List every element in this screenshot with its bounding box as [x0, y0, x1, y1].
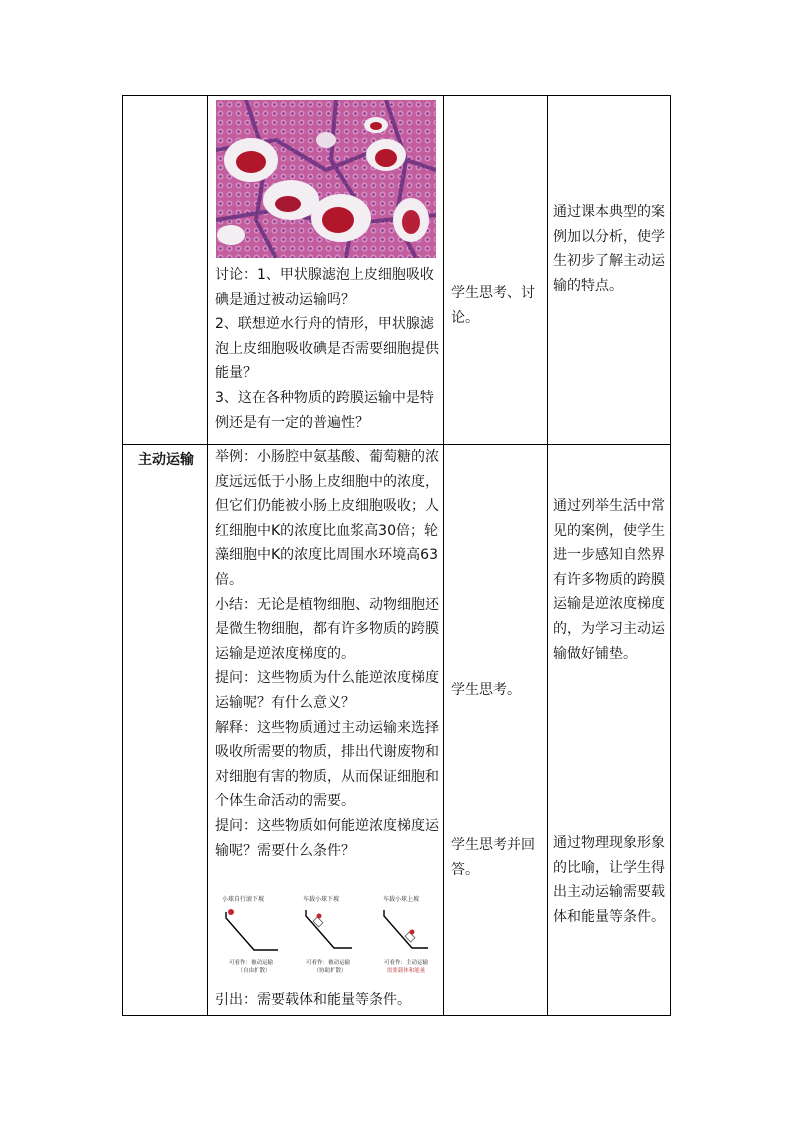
- panel-caption: 可看作：主动运输: [383, 960, 429, 966]
- student-activity: 学生思考并回答。: [451, 837, 535, 878]
- slope-analogy-figure: [216, 892, 436, 982]
- student-activity: 学生思考。: [451, 682, 521, 698]
- figure-panel-active-transport: [383, 895, 429, 974]
- section-heading: 主动运输: [138, 452, 194, 468]
- panel-title: 车载小球上坡: [382, 896, 420, 903]
- column-divider: [547, 96, 548, 1015]
- column-divider: [443, 96, 444, 1015]
- ball-icon: [410, 930, 415, 935]
- panel-caption: 可看作：被动运输: [228, 960, 274, 966]
- figure-panel-free-diffusion: [222, 895, 278, 974]
- column-divider: [207, 96, 208, 1015]
- design-purpose: 通过物理现象形象的比喻，让学生得出主动运输需要载体和能量等条件。: [553, 835, 665, 925]
- design-purpose: 通过课本典型的案例加以分析，使学生初步了解主动运输的特点。: [553, 204, 665, 294]
- ball-icon: [228, 909, 234, 915]
- discussion-question: 3、这在各种物质的跨膜运输中是特例还是有一定的普遍性？: [215, 389, 434, 431]
- content-paragraph: 提问：这些物质如何能逆浓度梯度运输呢？需要什么条件？: [215, 817, 439, 859]
- panel-caption: 可看作：被动运输: [305, 960, 351, 966]
- content-paragraph: 提问：这些物质为什么能逆浓度梯度运输呢？有什么意义？: [215, 670, 439, 711]
- panel-caption: （自由扩散）: [237, 968, 271, 974]
- panel-caption: （协助扩散）: [313, 968, 347, 974]
- discussion-question: 2、联想逆水行舟的情形，甲状腺滤泡上皮细胞吸收碘是否需要细胞提供能量？: [215, 316, 439, 382]
- content-paragraph: 小结：无论是植物细胞、动物细胞还是微生物细胞，都有许多物质的跨膜运输是逆浓度梯度的。: [215, 596, 439, 662]
- panel-title: 车载小球下坡: [302, 896, 340, 903]
- teaching-content: [215, 445, 441, 863]
- content-paragraph: 解释：这些物质通过主动运输来选择吸收所需要的物质，排出代谢废物和对细胞有害的物质，从而保证细胞和个体生命活动的需要。: [215, 719, 439, 810]
- design-purpose: 通过列举生活中常见的案例，使学生进一步感知自然界有许多物质的跨膜运输是逆浓度梯度的，为学习主动运输做好铺垫。: [553, 498, 665, 662]
- panel-title: 小球自行滚下坡: [221, 896, 265, 903]
- ball-icon: [317, 914, 322, 919]
- thyroid-follicle-micrograph: [216, 100, 436, 258]
- conclusion: 引出：需要载体和能量等条件。: [215, 992, 411, 1008]
- student-activity: 学生思考、讨论。: [451, 285, 535, 326]
- figure-panel-facilitated-diffusion: [303, 895, 352, 974]
- discussion-question: 讨论：1、甲状腺滤泡上皮细胞吸收碘是通过被动运输吗？: [215, 267, 434, 308]
- panel-caption: 需要载体和能量: [386, 968, 426, 974]
- discussion-questions: [215, 263, 441, 435]
- content-paragraph: 举例：小肠腔中氨基酸、葡萄糖的浓度远远低于小肠上皮细胞中的浓度，但它们仍能被小肠上皮细胞吸收；人红细胞中K的浓度比血浆高30倍；轮藻细胞中K的浓度比周围水环境高63倍。: [215, 449, 439, 588]
- lesson-table: [122, 95, 671, 1016]
